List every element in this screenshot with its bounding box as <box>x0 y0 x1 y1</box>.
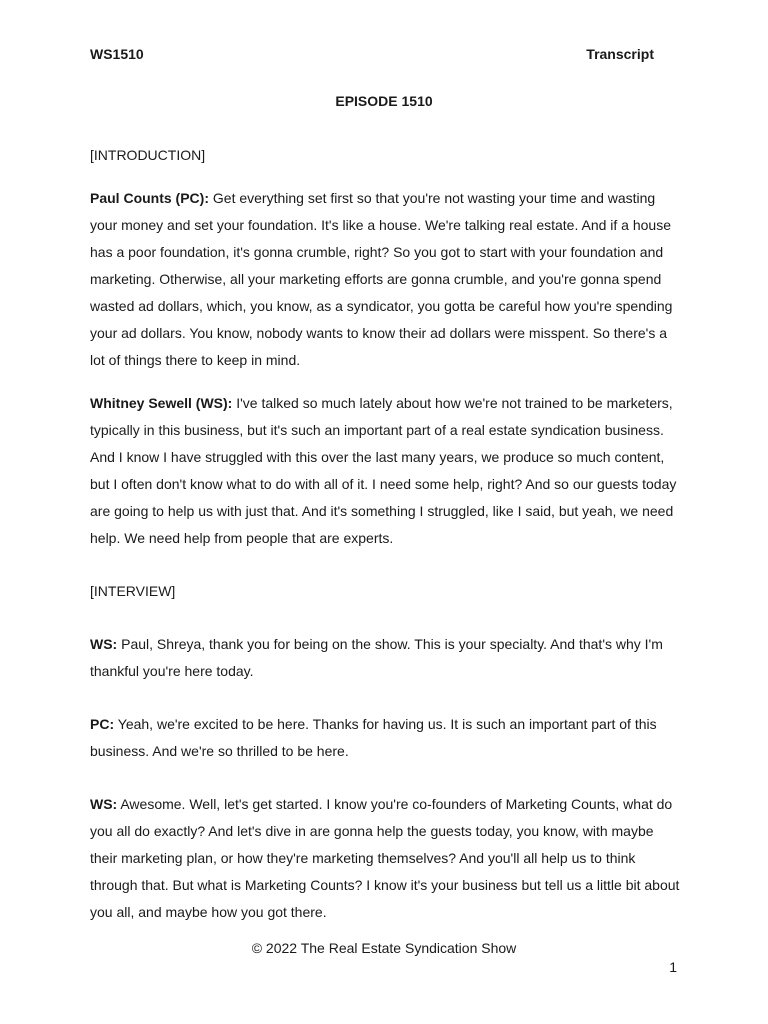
footer-copyright: © 2022 The Real Estate Syndication Show <box>251 940 517 956</box>
speaker-label: Paul Counts (PC): <box>90 190 209 206</box>
page-number: 1 <box>669 959 677 975</box>
header-doc-type: Transcript <box>586 46 654 62</box>
paragraph-text: Awesome. Well, let's get started. I know you're co-founders of Marketing Counts, what do you all do exactly? And let's dive in are gonna help the guests today, you know, with maybe their marketing plan, or how they're marketing themselves? And you'll all help us to think through that. But what is Marketing Counts? I know it's your business but tell us a little bit about you all, and maybe how you got there. <box>90 796 680 920</box>
paragraph-text: Paul, Shreya, thank you for being on the show. This is your specialty. And that's why I'm thankful you're here today. <box>90 636 663 679</box>
transcript-paragraph <box>90 711 682 765</box>
transcript-paragraph <box>90 631 682 685</box>
transcript-paragraph <box>90 185 682 374</box>
paragraph-text: Get everything set first so that you're not wasting your time and wasting your money and set your foundation. It's like a house. We're talking real estate. And if a house has a poor foundation, it's gonna crumble, right? So you got to start with your foundation and marketing. Otherwise, all your marketing efforts are gonna crumble, and you're gonna spend wasted ad dollars, which, you know, as a syndicator, you gotta be careful how you're spending your ad dollars. You know, nobody wants to know their ad dollars were misspent. So there's a lot of things there to keep in mind. <box>90 190 673 368</box>
speaker-label: PC: <box>90 716 115 732</box>
episode-title: EPISODE 1510 <box>335 93 433 109</box>
speaker-label: WS: <box>90 636 118 652</box>
paragraph-text: Yeah, we're excited to be here. Thanks for having us. It is such an important part of this business. And we're so thrilled to be here. <box>90 716 657 759</box>
section-tag-introduction: [INTRODUCTION] <box>90 147 206 163</box>
speaker-label: Whitney Sewell (WS): <box>90 395 233 411</box>
transcript-body <box>90 142 682 926</box>
speaker-label: WS: <box>90 796 118 812</box>
transcript-paragraph <box>90 390 682 552</box>
paragraph-text: I've talked so much lately about how we're not trained to be marketers, typically in this business, but it's such an important part of a real estate syndication business. And I know I have struggled with this over the last many years, we produce so much content, but I often don't know what to do with all of it. I need some help, right? And so our guests today are going to help us with just that. And it's something I struggled, like I said, but yeah, we need help. We need help from people that are experts. <box>90 395 677 546</box>
header-episode-code: WS1510 <box>90 46 144 62</box>
transcript-paragraph <box>90 791 682 926</box>
section-tag-interview: [INTERVIEW] <box>90 583 176 599</box>
